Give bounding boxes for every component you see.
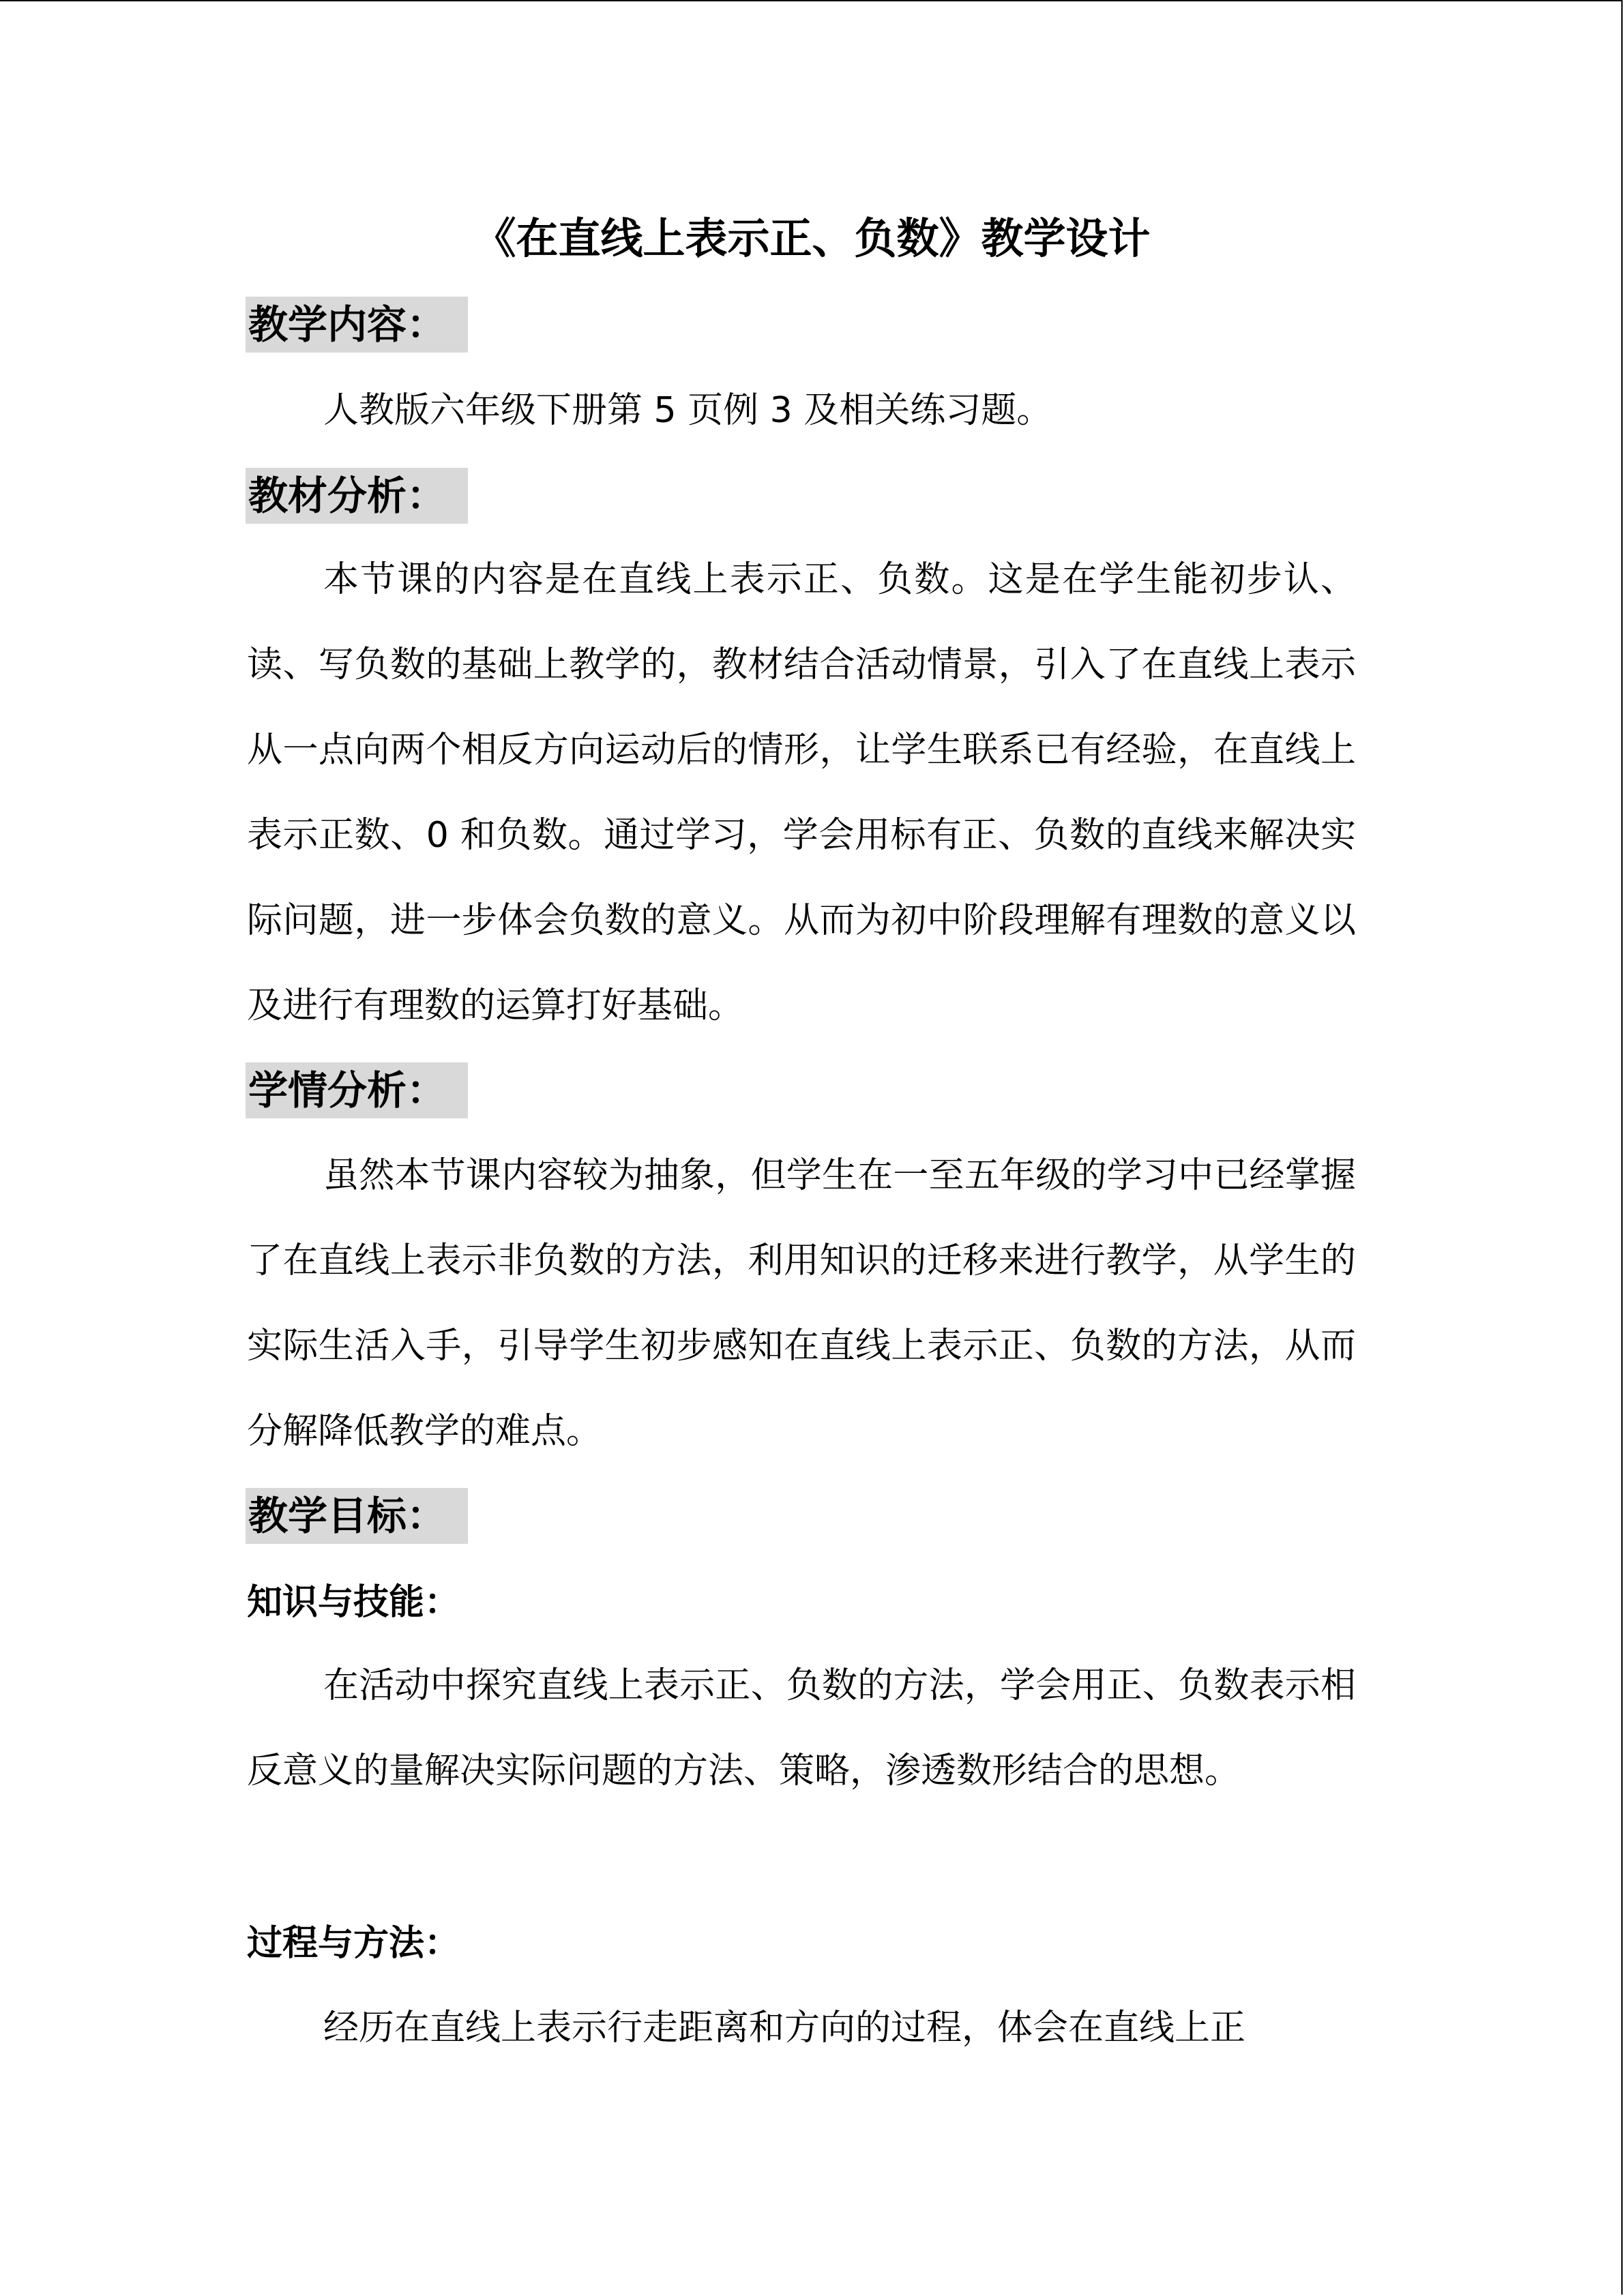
heading-learner-analysis: 学情分析： [246, 1062, 468, 1118]
paragraph-material-analysis: 本节课的内容是在直线上表示正、负数。这是在学生能初步认、读、写负数的基础上教学的，教材结合活动情景，引入了在直线上表示从一点向两个相反方向运动后的情形，让学生联系已有经验，在直线上表示正数、0 和负数。通过学习，学会用标有正、负数的直线来解决实际问题，进一步体会负数的意义。从而为初中阶段理解有理数的意义以及进行有理数的运算打好基础。 [247, 559, 1356, 1026]
heading-teaching-objectives: 教学目标： [246, 1488, 468, 1544]
paragraph-teaching-content: 人教版六年级下册第 5 页例 3 及相关练习题。 [323, 390, 1052, 431]
subheading-process-methods: 过程与方法： [247, 1923, 460, 1964]
heading-material-analysis: 教材分析： [246, 468, 468, 524]
document-title: 《在直线上表示正、负数》教学设计 [473, 213, 1151, 263]
paragraph-learner-analysis: 虽然本节课内容较为抽象，但学生在一至五年级的学习中已经掌握了在直线上表示非负数的方法，利用知识的迁移来进行教学，从学生的实际生活入手，引导学生初步感知在直线上表示正、负数的方法，从而分解降低教学的难点。 [247, 1155, 1356, 1452]
paragraph-knowledge-skills: 在活动中探究直线上表示正、负数的方法，学会用正、负数表示相反意义的量解决实际问题的方法、策略，渗透数形结合的思想。 [247, 1665, 1356, 1791]
paragraph-process-methods: 经历在直线上表示行走距离和方向的过程，体会在直线上正 [323, 2008, 1246, 2048]
heading-teaching-content: 教学内容： [246, 297, 468, 353]
subheading-knowledge-skills: 知识与技能： [247, 1582, 460, 1623]
